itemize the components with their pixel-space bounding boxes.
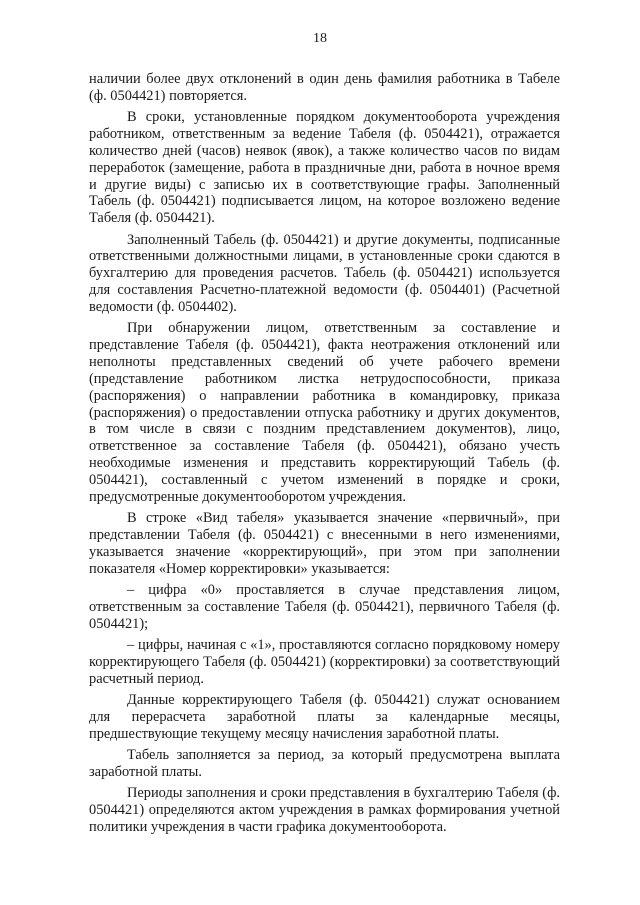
- paragraph-submission-periods: Периоды заполнения и сроки представления в бухгалтерию Табеля (ф. 0504421) определяются актом учреждения в рамках формирования учетной политики учреждения в части графика документооборота.: [89, 785, 560, 835]
- paragraph-timesheet-type: В строке «Вид табеля» указывается значение «первичный», при представлении Табеля (ф. 0504421) с внесенными в него изменениями, указывается значение «корректирующий», при этом при заполнении показателя «Номер корректировки» указывается:: [89, 510, 560, 577]
- paragraph-timesheet-recording: В сроки, установленные порядком документооборота учреждения работником, ответственным за ведение Табеля (ф. 0504421), отражается количество дней (часов) неявок (явок), а также количество часов по видам переработок (замещение, работа в праздничные дни, работа в ночное время и другие виды) с записью их в соответствующие графы. Заполненный Табель (ф. 0504421) подписывается лицом, на которое возложено ведение Табеля (ф. 0504421).: [89, 109, 560, 227]
- paragraph-digit-zero: – цифра «0» проставляется в случае представления лицом, ответственным за составление Табеля (ф. 0504421), первичного Табеля (ф. 0504421);: [89, 581, 560, 632]
- paragraph-digits-from-one: – цифры, начиная с «1», проставляются согласно порядковому номеру корректирующего Табеля (ф. 0504421) (корректировки) за соответствующий расчетный период.: [89, 637, 560, 687]
- paragraph-fill-period: Табель заполняется за период, за который предусмотрена выплата заработной платы.: [89, 747, 560, 780]
- paragraph-corrective-timesheet: При обнаружении лицом, ответственным за составление и представление Табеля (ф. 0504421), факта неотражения отклонений или неполноты представленных сведений об учете рабочего времени (представление работником листка нетрудоспособности, приказа (распоряжения) о направлении работника в командировку, приказа (распоряжения) о предоставлении отпуска работнику и других документов, в том числе в связи с поздним представлением документов), лицо, ответственное за составление Табеля (ф. 0504421), обязано учесть необходимые изменения и представить корректирующий Табель (ф. 0504421), составленный с учетом изменений в порядке и сроки, предусмотренные документооборотом учреждения.: [89, 320, 560, 505]
- document-body: [89, 71, 560, 836]
- paragraph-recalculation-basis: Данные корректирующего Табеля (ф. 0504421) служат основанием для перерасчета заработной платы за календарные месяцы, предшествующие текущему месяцу начисления заработной платы.: [89, 692, 560, 742]
- paragraph-timesheet-submission: Заполненный Табель (ф. 0504421) и другие документы, подписанные ответственными должностными лицами, в установленные сроки сдаются в бухгалтерию для проведения расчетов. Табель (ф. 0504421) используется для составления Расчетно-платежной ведомости (ф. 0504401) (Расчетной ведомости (ф. 0504402).: [89, 231, 560, 315]
- page-number: 18: [313, 31, 327, 46]
- paragraph-continued: наличии более двух отклонений в один день фамилия работника в Табеле (ф. 0504421) повторяется.: [89, 71, 560, 104]
